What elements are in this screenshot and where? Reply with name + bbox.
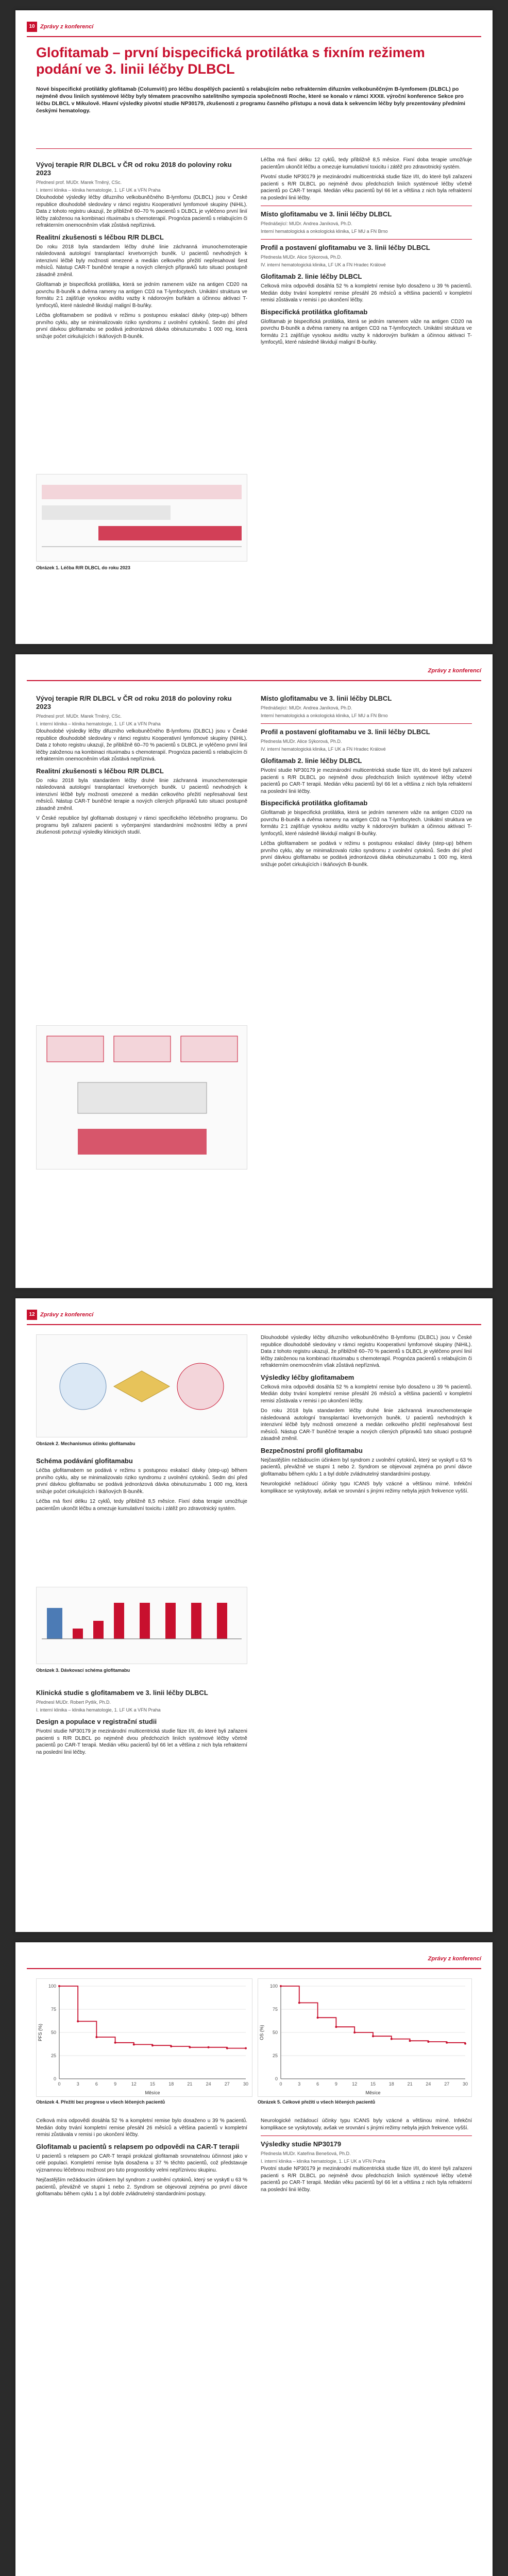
y-tick-label: 25 xyxy=(50,2053,56,2058)
paragraph: Celková míra odpovědi dosáhla 52 % a kompletní remise bylo dosaženo u 39 % pacientů. Medián doby trvání kompletní remise přesáhl 26 měsíců a většina pacientů v kompletní remisi zůstávala v remisi i po ukončení léčby. xyxy=(261,283,472,303)
y-tick-label: 100 xyxy=(48,1984,56,1989)
page-number: 10 xyxy=(27,22,37,32)
y-tick-label: 0 xyxy=(53,2076,56,2081)
y-axis-label: PFS (%) xyxy=(38,2023,43,2042)
x-tick-label: 12 xyxy=(352,2081,358,2087)
x-tick-label: 21 xyxy=(407,2081,413,2087)
column-right xyxy=(261,2117,472,2196)
x-tick-label: 3 xyxy=(298,2081,301,2087)
article-title: Glofitamab – první bispecifická protilátka s fixním režimem podání ve 3. linii léčby DLBCL xyxy=(36,45,425,77)
column-left xyxy=(36,2117,247,2201)
paragraph: Pivotní studie NP30179 je mezinárodní multicentrická studie fáze I/II, do které byli zařazeni pacienti s R/R DLBCL po nejméně dvou předchozích liniích systémové léčby včetně pacientů po CAR-T terapii. Medián věku pacientů byl 66 let a většina z nich byla refrakterní na poslední linii léčby. xyxy=(261,174,472,201)
section-heading: Realitní zkušenosti s léčbou R/R DLBCL xyxy=(36,233,164,241)
author-affiliation: I. interní klinika – klinika hematologie, 1. LF UK a VFN Praha xyxy=(36,187,161,193)
author: Přednášející: MUDr. Andrea Janíková, Ph.D. xyxy=(261,221,352,226)
column-left xyxy=(36,690,247,839)
section-heading: Realitní zkušenosti s léčbou R/R DLBCL xyxy=(36,767,164,775)
survival-curve xyxy=(59,1986,246,2048)
x-tick-label: 21 xyxy=(187,2081,193,2087)
divider xyxy=(261,239,472,240)
figure-3 xyxy=(36,1587,247,1664)
data-point xyxy=(391,2038,393,2040)
page-header xyxy=(15,1942,493,1970)
os-chart xyxy=(258,1979,471,2096)
data-point xyxy=(446,2042,448,2044)
page-1 xyxy=(15,10,493,644)
survival-curve xyxy=(281,1986,465,2044)
author: Přednesl prof. MUDr. Marek Trněný, CSc. xyxy=(36,714,122,719)
paragraph: Do roku 2018 byla standardem léčby druhé linie záchranná imunochemoterapie následovaná autologní transplantací krvetvorných buněk. U pacientů nevhodných k intenzivní léčbě byly možnosti omezené a medián celkového přežití nepřesahoval šest měsíců. Nástup CAR-T buněčné terapie a nových cílených přípravků tuto situaci postupně zásadně změnil. xyxy=(36,244,247,278)
x-tick-label: 3 xyxy=(76,2081,79,2087)
header-rule xyxy=(27,36,481,37)
paragraph: U pacientů s relapsem po CAR-T terapii prokázal glofitamab srovnatelnou účinnost jako v celé populaci. Kompletní remise byla dosažena u 37 % těchto pacientů, což představuje významnou léčebnou možnost pro tuto prognosticky velmi nepříznivou skupinu. xyxy=(36,2153,247,2173)
paragraph: Nejčastějším nežádoucím účinkem byl syndrom z uvolnění cytokinů, který se vyskytl u 63 % pacientů, převážně ve stupni 1 nebo 2. Syndrom se objevoval zejména po první dávce glofitamabu během cyklu 1 a byl dobře zvládnutelný standardními postupy. xyxy=(261,1457,472,1477)
paragraph: Léčba má fixní délku 12 cyklů, tedy přibližně 8,5 měsíce. Fixní doba terapie umožňuje pacientům ukončit léčbu a omezuje kumulativní toxicitu i zátěž pro zdravotnický systém. xyxy=(36,1499,247,1512)
section-heading: Design a populace v registrační studii xyxy=(36,1718,157,1725)
x-tick-label: 24 xyxy=(206,2081,211,2087)
page-header xyxy=(15,654,493,682)
data-point xyxy=(189,2046,191,2048)
author: Přednesla MUDr. Kateřina Benešová, Ph.D. xyxy=(261,2151,351,2156)
section-label: Zprávy z konferencí xyxy=(428,668,481,674)
flow-box xyxy=(181,1036,238,1062)
section-heading: Bezpečnostní profil glofitamabu xyxy=(261,1446,363,1454)
timeline-band xyxy=(42,485,242,499)
paragraph: Léčba glofitamabem se podává v režimu s postupnou eskalací dávky (step-up) během prvního cyklu, aby se minimalizovalo riziko syndromu z uvolnění cytokinů. Sedm dní před první dávkou glofitamabu se podává jednorázová dávka obinutuzumabu 1 000 mg, která snižuje počet cirkulujících i tkáňových B-buněk. xyxy=(36,1468,247,1495)
figure-5 xyxy=(258,1978,472,2097)
paragraph: Do roku 2018 byla standardem léčby druhé linie záchranná imunochemoterapie následovaná autologní transplantací krvetvorných buněk. U pacientů nevhodných k intenzivní léčbě byly možnosti omezené a medián celkového přežití nepřesahoval šest měsíců. Nástup CAR-T buněčné terapie a nových cílených přípravků tuto situaci postupně zásadně změnil. xyxy=(36,777,247,811)
t-cell-shape xyxy=(177,1363,224,1410)
author-affiliation: IV. interní hematologická klinika, LF UK a FN Hradec Králové xyxy=(261,262,386,267)
y-tick-label: 100 xyxy=(269,1984,278,1989)
data-point xyxy=(317,2016,319,2019)
data-point xyxy=(208,2046,210,2048)
paragraph: Glofitamab je bispecifická protilátka, která se jedním ramenem váže na antigen CD20 na povrchu B-buněk a dvěma rameny na antigen CD3 na T-lymfocytech. Unikátní struktura ve formátu 2:1 zajišťuje vysokou aviditu vazby k nádorovým buňkám a účinnou aktivaci T-lymfocytů, které následně likvidují maligní B-buňky. xyxy=(36,282,247,309)
mechanism-graphic xyxy=(37,1335,247,1437)
y-tick-label: 75 xyxy=(50,2007,56,2012)
figure-caption: Obrázek 4. Přežití bez progrese u všech léčených pacientů xyxy=(36,2099,165,2105)
paragraph: Pivotní studie NP30179 je mezinárodní multicentrická studie fáze I/II, do které byli zařazeni pacienti s R/R DLBCL po nejméně dvou předchozích liniích systémové léčby včetně pacientů po CAR-T terapii. Medián věku pacientů byl 66 let a většina z nich byla refrakterní na poslední linii léčby. xyxy=(36,1728,247,1755)
author-affiliation: Interní hematologická a onkologická klinika, LF MU a FN Brno xyxy=(261,713,388,718)
paragraph: Dlouhodobé výsledky léčby difuzního velkobuněčného B-lymfomu (DLBCL) jsou v České republice dlouhodobě sledovány v rámci registru Kooperativní lymfomové skupiny (NiHiL). Data z tohoto registru ukazují, že přibližně 60–70 % pacientů s DLBCL je vyléčeno první linií léčby založenou na kombinaci rituximabu s chemoterapií. Prognóza pacientů s relabujícím či refrakterním onemocněním však zůstává nepříznivá. xyxy=(36,728,247,762)
x-axis-label: Měsíce xyxy=(145,2090,160,2095)
data-point xyxy=(114,2042,116,2044)
x-tick-label: 15 xyxy=(149,2081,156,2087)
x-tick-label: 24 xyxy=(426,2081,431,2087)
divider xyxy=(261,723,472,724)
paragraph: Léčba glofitamabem se podává v režimu s postupnou eskalací dávky (step-up) během prvního cyklu, aby se minimalizovalo riziko syndromu z uvolnění cytokinů. Sedm dní před první dávkou glofitamabu se podává jednorázová dávka obinutuzumabu 1 000 mg, která snižuje počet cirkulujících i tkáňových B-buněk. xyxy=(36,313,247,340)
section-label: Zprávy z konferencí xyxy=(428,1956,481,1962)
dose-bar xyxy=(191,1603,201,1639)
section-heading: Glofitamab 2. linie léčby DLBCL xyxy=(261,757,362,765)
flow-box xyxy=(47,1036,104,1062)
x-tick-label: 12 xyxy=(131,2081,137,2087)
antibody-shape xyxy=(114,1371,170,1402)
paragraph: Neurologické nežádoucí účinky typu ICANS byly vzácné a většinou mírné. Infekční komplikace se vyskytovaly, avšak ve srovnání s jinými režimy nebyla jejich frekvence vyšší. xyxy=(261,1481,472,1494)
x-tick-label: 0 xyxy=(58,2081,61,2087)
data-point xyxy=(151,2044,154,2046)
x-tick-label: 18 xyxy=(388,2081,394,2087)
dose-bar xyxy=(217,1603,227,1639)
section-heading: Profil a postavení glofitamabu ve 3. linii léčby DLBCL xyxy=(261,244,430,251)
lead-rule xyxy=(36,148,472,149)
section-heading: Místo glofitamabu ve 3. linii léčby DLBCL xyxy=(261,694,392,702)
section-heading: Vývoj terapie R/R DLBCL v ČR od roku 2018 do poloviny roku 2023 xyxy=(36,161,232,177)
dose-bar xyxy=(93,1621,104,1639)
author: Přednesl MUDr. Robert Pytlík, Ph.D. xyxy=(36,1700,111,1705)
data-point xyxy=(245,2047,247,2049)
y-tick-label: 75 xyxy=(272,2007,278,2012)
page-2 xyxy=(15,654,493,1288)
author: Přednesla MUDr. Alice Sýkorová, Ph.D. xyxy=(261,739,342,744)
figure-1b xyxy=(36,1025,247,1170)
y-tick-label: 50 xyxy=(50,2030,56,2035)
data-point xyxy=(335,2026,337,2028)
figure-4 xyxy=(36,1978,252,2097)
column-left xyxy=(36,1453,247,1515)
pfs-chart xyxy=(37,1979,252,2096)
x-tick-label: 18 xyxy=(168,2081,174,2087)
y-tick-label: 50 xyxy=(272,2030,278,2035)
section-heading: Vývoj terapie R/R DLBCL v ČR od roku 2018 do poloviny roku 2023 xyxy=(36,694,232,710)
data-point xyxy=(427,2041,429,2043)
paragraph: Glofitamab je bispecifická protilátka, která se jedním ramenem váže na antigen CD20 na povrchu B-buněk a dvěma rameny na antigen CD3 na T-lymfocytech. Unikátní struktura ve formátu 2:1 zajišťuje vysokou aviditu vazby k nádorovým buňkám a účinnou aktivaci T-lymfocytů, které následně likvidují maligní B-buňky. xyxy=(261,318,472,345)
data-point xyxy=(353,2031,355,2033)
paragraph: Dlouhodobé výsledky léčby difuzního velkobuněčného B-lymfomu (DLBCL) jsou v České republice dlouhodobě sledovány v rámci registru Kooperativní lymfomové skupiny (NiHiL). Data z tohoto registru ukazují, že přibližně 60–70 % pacientů s DLBCL je vyléčeno první linií léčby založenou na kombinaci rituximabu s chemoterapií. Prognóza pacientů s relabujícím či refrakterním onemocněním však zůstává nepříznivá. xyxy=(36,195,247,228)
dose-bar xyxy=(140,1603,150,1639)
figure-caption: Obrázek 3. Dávkovací schéma glofitamabu xyxy=(36,1668,130,1673)
section-heading: Výsledky léčby glofitamabem xyxy=(261,1373,354,1381)
figure-caption: Obrázek 2. Mechanismus účinku glofitamabu xyxy=(36,1441,136,1446)
section-label: Zprávy z konferencí xyxy=(40,24,94,30)
x-tick-label: 27 xyxy=(444,2081,450,2087)
author-affiliation: IV. interní hematologická klinika, LF UK a FN Hradec Králové xyxy=(261,746,386,752)
x-tick-label: 9 xyxy=(334,2081,337,2087)
data-point xyxy=(77,2020,79,2022)
x-tick-label: 9 xyxy=(114,2081,117,2087)
paragraph: Celková míra odpovědi dosáhla 52 % a kompletní remise bylo dosaženo u 39 % pacientů. Medián doby trvání kompletní remise přesáhl 26 měsíců a většina pacientů v kompletní remisi zůstávala v remisi i po ukončení léčby. xyxy=(261,1384,472,1404)
article-lead: Nové bispecifické protilátky glofitamab (Columvi®) pro léčbu dospělých pacientů s relabujícím nebo refrakterním difuzním velkobuněčným B-lymfomem (DLBCL) po nejméně dvou liniích systémové léčby byly tématem pracovního satelitního sympozia společnosti Roche, které se konalo v rámci XXXII. výroční konference Sekce pro léčbu DLBCL v Mikulově. Hlavní výsledky pivotní studie NP30179, zkušenosti z programu časného přístupu a nová data k sekvencím léčby byly prezentovány předními českými hematology. xyxy=(36,86,466,114)
paragraph: Neurologické nežádoucí účinky typu ICANS byly vzácné a většinou mírné. Infekční komplikace se vyskytovaly, avšak ve srovnání s jinými režimy nebyla jejich frekvence vyšší. xyxy=(261,2118,472,2131)
x-tick-label: 0 xyxy=(279,2081,282,2087)
page-4 xyxy=(15,1942,493,2576)
section-heading: Místo glofitamabu ve 3. linii léčby DLBCL xyxy=(261,210,392,218)
paragraph: Nejčastějším nežádoucím účinkem byl syndrom z uvolnění cytokinů, který se vyskytl u 63 % pacientů, převážně ve stupni 1 nebo 2. Syndrom se objevoval zejména po první dávce glofitamabu během cyklu 1 a byl dobře zvládnutelný standardními postupy. xyxy=(36,2177,247,2197)
author-affiliation: I. interní klinika – klinika hematologie, 1. LF UK a VFN Praha xyxy=(36,1707,161,1713)
paragraph: Pivotní studie NP30179 je mezinárodní multicentrická studie fáze I/II, do které byli zařazeni pacienti s R/R DLBCL po nejméně dvou předchozích liniích systémové léčby včetně pacientů po CAR-T terapii. Medián věku pacientů byl 66 let a většina z nich byla refrakterní na poslední linii léčby. xyxy=(261,768,472,794)
paragraph: Léčba glofitamabem se podává v režimu s postupnou eskalací dávky (step-up) během prvního cyklu, aby se minimalizovalo riziko syndromu z uvolnění cytokinů. Sedm dní před první dávkou glofitamabu se podává jednorázová dávka obinutuzumabu 1 000 mg, která snižuje počet cirkulujících i tkáňových B-buněk. xyxy=(261,841,472,868)
paragraph: Do roku 2018 byla standardem léčby druhé linie záchranná imunochemoterapie následovaná autologní transplantací krvetvorných buněk. U pacientů nevhodných k intenzivní léčbě byly možnosti omezené a medián celkového přežití nepřesahoval šest měsíců. Nástup CAR-T buněčné terapie a nových cílených přípravků tuto situaci postupně zásadně změnil. xyxy=(261,1408,472,1442)
data-point xyxy=(372,2035,374,2037)
data-point xyxy=(464,2043,466,2045)
figure-2 xyxy=(36,1334,247,1437)
flow-box xyxy=(114,1036,171,1062)
column-right xyxy=(261,1334,472,1498)
section-heading: Výsledky studie NP30179 xyxy=(261,2140,342,2148)
paragraph: Léčba má fixní délku 12 cyklů, tedy přibližně 8,5 měsíce. Fixní doba terapie umožňuje pacientům ukončit léčbu a omezuje kumulativní toxicitu i zátěž pro zdravotnický systém. xyxy=(261,157,472,170)
data-point xyxy=(298,2002,300,2004)
section-heading: Schéma podávání glofitamabu xyxy=(36,1457,133,1465)
figure-caption: Obrázek 5. Celkové přežití u všech léčených pacientů xyxy=(258,2099,376,2105)
author: Přednášející: MUDr. Andrea Janíková, Ph.D. xyxy=(261,705,352,710)
timeline-band xyxy=(42,505,171,520)
data-point xyxy=(133,2043,135,2045)
column-right xyxy=(261,690,472,871)
x-tick-label: 6 xyxy=(95,2081,98,2087)
x-tick-label: 15 xyxy=(370,2081,376,2087)
section-heading: Glofitamab u pacientů s relapsem po odpovědi na CAR-T terapii xyxy=(36,2142,240,2150)
author-affiliation: I. interní klinika – klinika hematologie, 1. LF UK a VFN Praha xyxy=(261,2158,385,2164)
dosing-graphic xyxy=(37,1587,247,1664)
flow-box xyxy=(78,1082,207,1113)
dose-bar xyxy=(114,1603,124,1639)
timeline-band xyxy=(98,526,242,540)
header-rule xyxy=(27,1324,481,1325)
y-tick-label: 25 xyxy=(272,2053,278,2058)
data-point xyxy=(226,2047,228,2049)
x-tick-label: 27 xyxy=(224,2081,230,2087)
y-axis-label: OS (%) xyxy=(259,2025,264,2040)
x-tick-label: 30 xyxy=(462,2081,468,2087)
section-heading: Bispecifická protilátka glofitamab xyxy=(261,308,368,316)
dose-bar xyxy=(165,1603,176,1639)
author: Přednesl prof. MUDr. Marek Trněný, CSc. xyxy=(36,180,122,185)
dose-bar xyxy=(47,1608,62,1639)
y-tick-label: 0 xyxy=(275,2076,278,2081)
section-heading: Klinická studie s glofitamabem ve 3. linii léčby DLBCL xyxy=(36,1689,208,1697)
flow-box xyxy=(78,1129,207,1155)
b-cell-shape xyxy=(60,1363,106,1410)
data-point xyxy=(95,2036,97,2038)
column-left xyxy=(36,157,247,343)
flow-graphic xyxy=(37,1026,247,1169)
author-affiliation: Interní hematologická a onkologická klinika, LF MU a FN Brno xyxy=(261,228,388,234)
paragraph: Glofitamab je bispecifická protilátka, která se jedním ramenem váže na antigen CD20 na povrchu B-buněk a dvěma rameny na antigen CD3 na T-lymfocytech. Unikátní struktura ve formátu 2:1 zajišťuje vysokou aviditu vazby k nádorovým buňkám a účinnou aktivaci T-lymfocytů, které následně likvidují maligní B-buňky. xyxy=(261,810,472,837)
data-point xyxy=(170,2045,172,2047)
section-label: Zprávy z konferencí xyxy=(40,1312,94,1318)
column-left-lower xyxy=(36,1685,247,1759)
author-affiliation: I. interní klinika – klinika hematologie, 1. LF UK a VFN Praha xyxy=(36,721,161,726)
page-header xyxy=(15,1298,493,1326)
section-heading: Profil a postavení glofitamabu ve 3. linii léčby DLBCL xyxy=(261,728,430,736)
x-tick-label: 30 xyxy=(243,2081,249,2087)
paragraph: Dlouhodobé výsledky léčby difuzního velkobuněčného B-lymfomu (DLBCL) jsou v České republice dlouhodobě sledovány v rámci registru Kooperativní lymfomové skupiny (NiHiL). Data z tohoto registru ukazují, že přibližně 60–70 % pacientů s DLBCL je vyléčeno první linií léčby založenou na kombinaci rituximabu s chemoterapií. Prognóza pacientů s relabujícím či refrakterním onemocněním však zůstává nepříznivá. xyxy=(261,1335,472,1368)
figure-1 xyxy=(36,474,247,562)
section-heading: Bispecifická protilátka glofitamab xyxy=(261,799,368,807)
figure-1-graphic xyxy=(37,474,247,561)
header-rule xyxy=(27,1968,481,1969)
data-point xyxy=(409,2040,411,2042)
page-header xyxy=(15,10,493,38)
header-rule xyxy=(27,680,481,681)
data-point xyxy=(280,1985,282,1987)
dose-bar xyxy=(73,1629,83,1639)
paragraph: Pivotní studie NP30179 je mezinárodní multicentrická studie fáze I/II, do které byli zařazeni pacienti s R/R DLBCL po nejméně dvou předchozích liniích systémové léčby včetně pacientů po CAR-T terapii. Medián věku pacientů byl 66 let a většina z nich byla refrakterní na poslední linii léčby. xyxy=(261,2166,472,2193)
x-tick-label: 6 xyxy=(316,2081,319,2087)
column-right xyxy=(261,157,472,349)
paragraph: Celková míra odpovědi dosáhla 52 % a kompletní remise bylo dosaženo u 39 % pacientů. Medián doby trvání kompletní remise přesáhl 26 měsíců a většina pacientů v kompletní remisi zůstávala v remisi i po ukončení léčby. xyxy=(36,2118,247,2138)
paragraph: V České republice byl glofitamab dostupný v rámci specifického léčebného programu. Do programu byli zařazeni pacienti s vyčerpanými standardními možnostmi léčby a první zkušenosti potvrzují výsledky klinických studií. xyxy=(36,816,247,835)
author: Přednesla MUDr. Alice Sýkorová, Ph.D. xyxy=(261,255,342,260)
page-3 xyxy=(15,1298,493,1932)
data-point xyxy=(58,1985,60,1987)
page-number: 12 xyxy=(27,1310,37,1320)
figure-caption: Obrázek 1. Léčba R/R DLBCL do roku 2023 xyxy=(36,565,130,570)
x-axis-label: Měsíce xyxy=(365,2090,381,2095)
section-heading: Glofitamab 2. linie léčby DLBCL xyxy=(261,273,362,280)
